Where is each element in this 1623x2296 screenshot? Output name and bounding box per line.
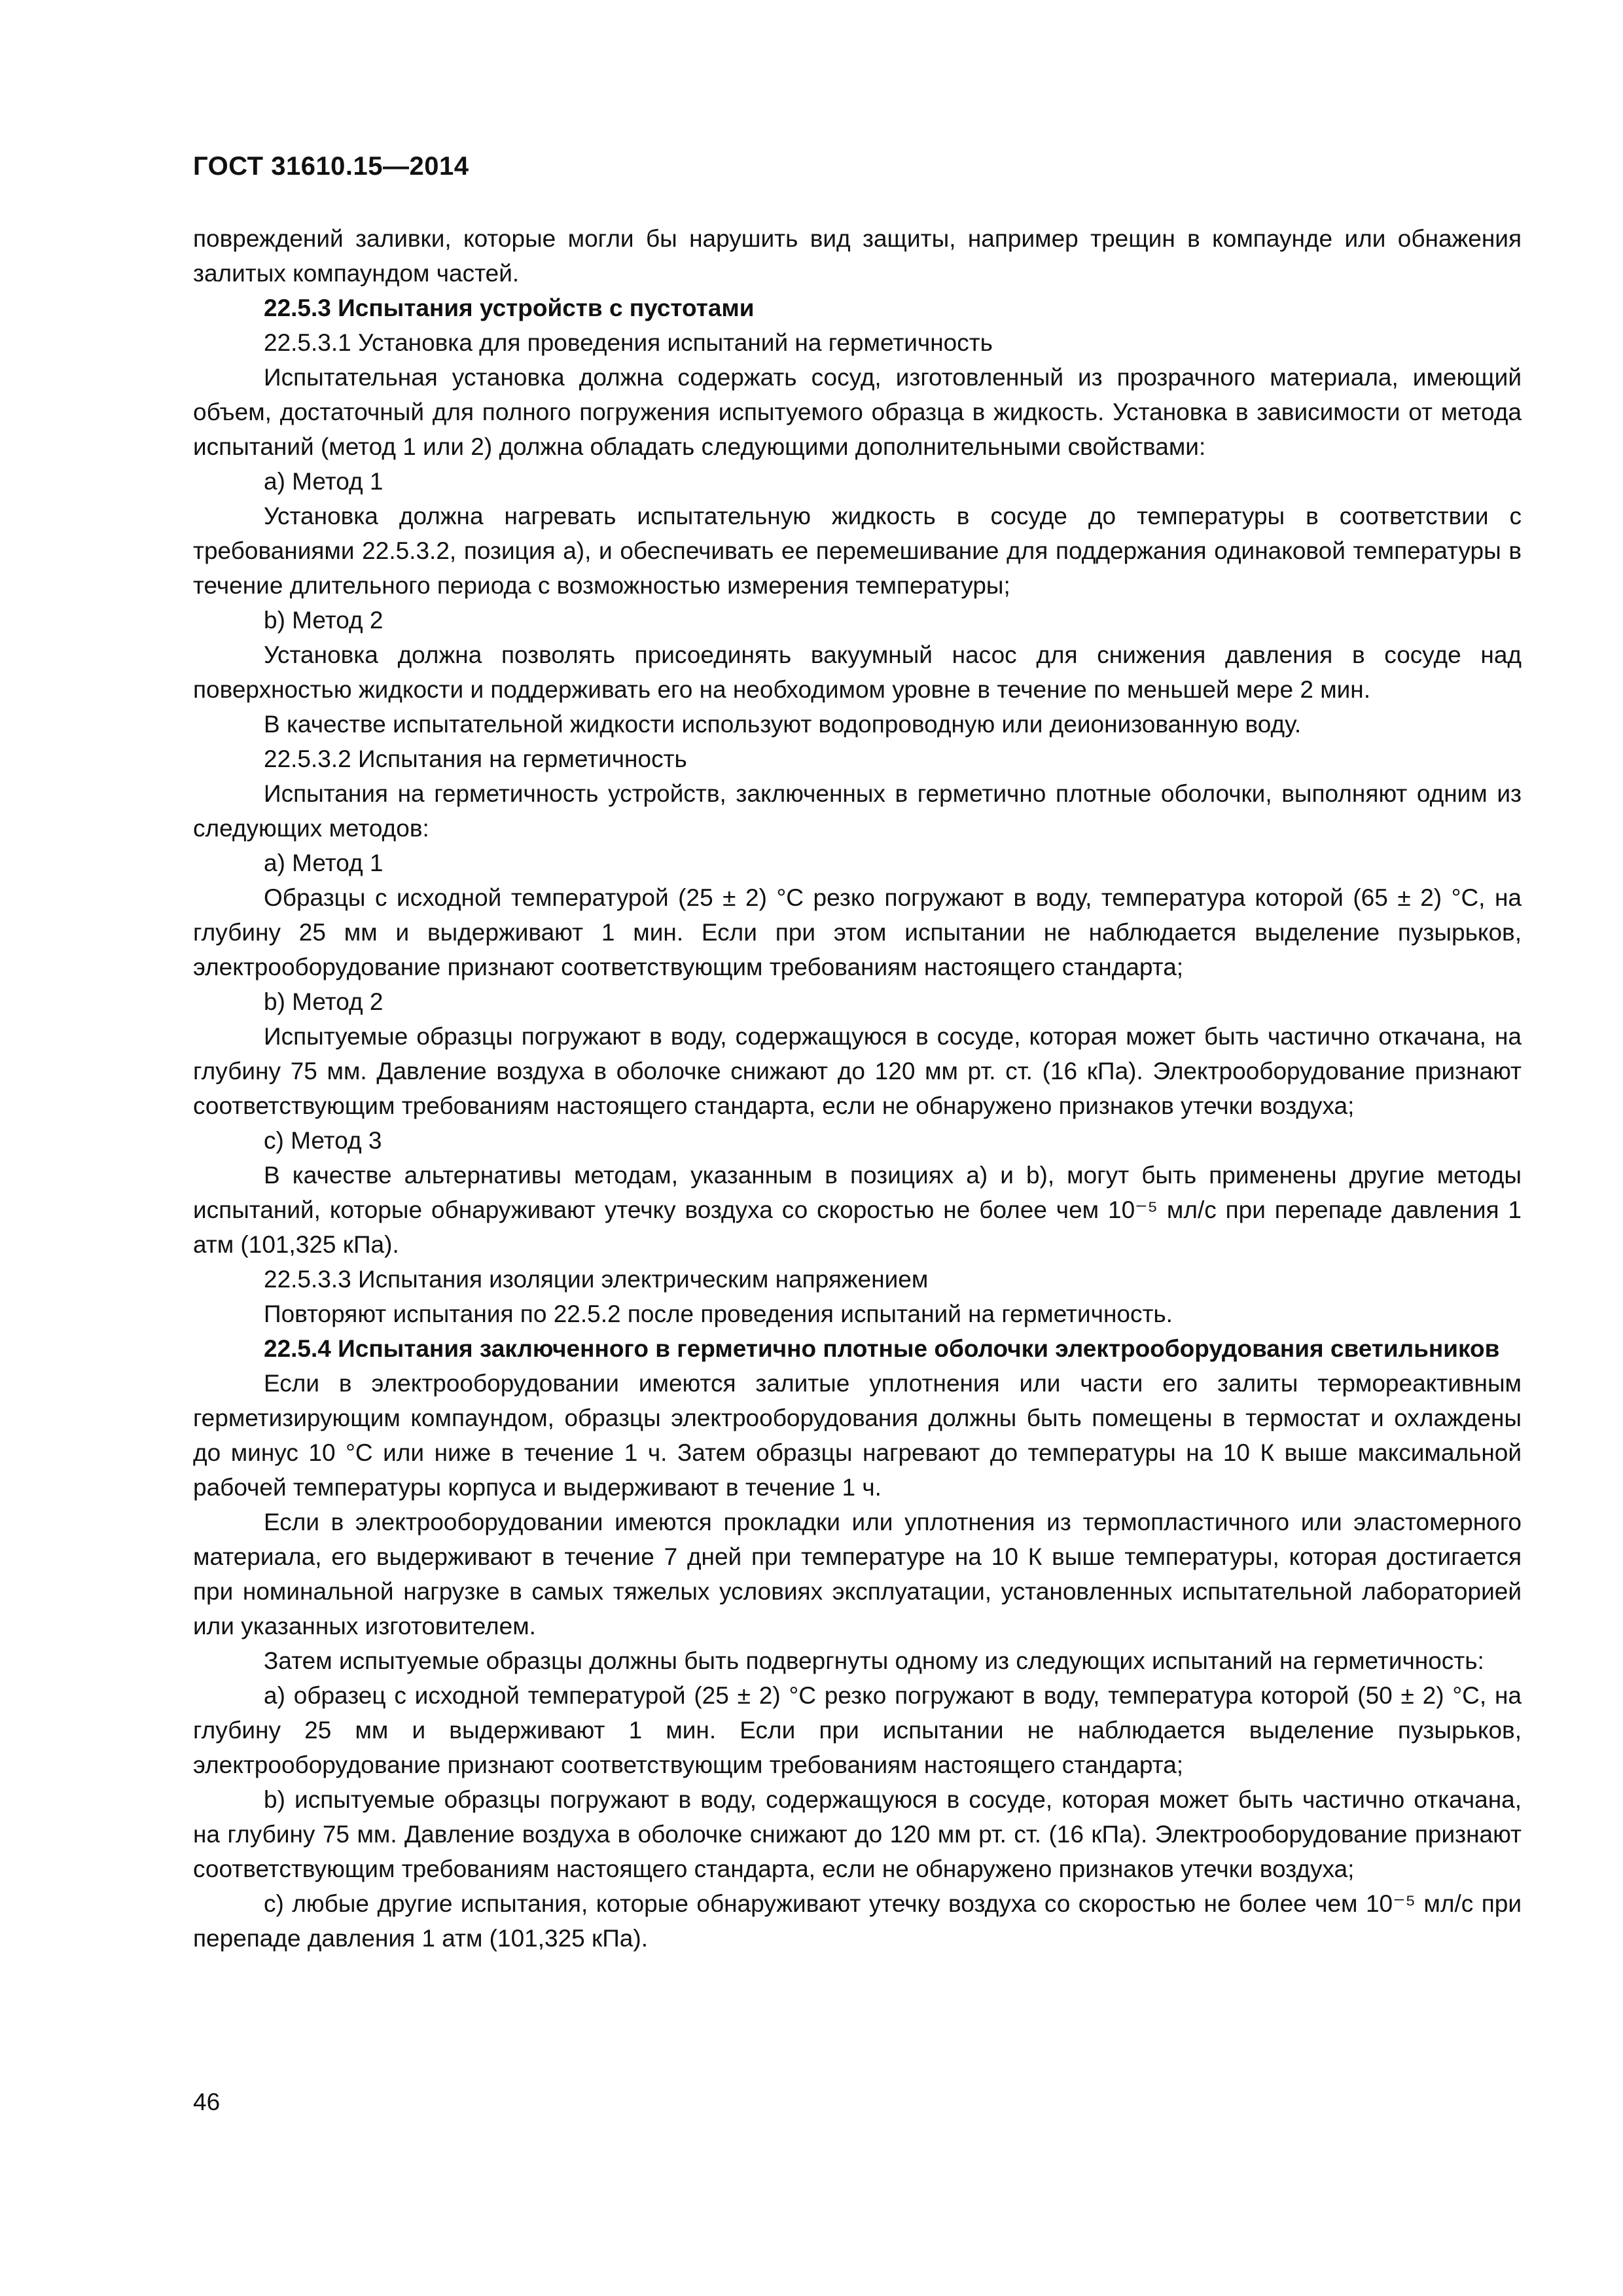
page-number: 46: [193, 2089, 221, 2115]
paragraph: а) образец с исходной температурой (25 ± 2) °С резко погружают в воду, температура которой (50 ± 2) °С, на глубину 25 мм и выдерживают 1 мин. Если при испытании не наблюдается выделение пузырьков, электрооборудование признают соответствующим требованиям настоящего стандарта;: [193, 1682, 1522, 1778]
paragraph: Если в электрооборудовании имеются прокладки или уплотнения из термопластичного или эластомерного материала, его выдерживают в течение 7 дней при температуре на 10 К выше температуры, которая достигается при номинальной нагрузке в самых тяжелых условиях эксплуатации, установленных испытательной лабораторией или указанных изготовителем.: [193, 1509, 1522, 1640]
paragraph: а) Метод 1: [264, 850, 383, 876]
paragraph: Если в электрооборудовании имеются залитые уплотнения или части его залиты термореактивным герметизирующим компаундом, образцы электрооборудования должны быть помещены в термостат и охлаждены до минус 10 °С или ниже в течение 1 ч. Затем образцы нагревают до температуры на 10 К выше максимальной рабочей температуры корпуса и выдерживают в течение 1 ч.: [193, 1370, 1522, 1501]
paragraph: Испытательная установка должна содержать сосуд, изготовленный из прозрачного материала, имеющий объем, достаточный для полного погружения испытуемого образца в жидкость. Установка в зависимости от метода испытаний (метод 1 или 2) должна обладать следующими дополнительными свойствами:: [193, 364, 1522, 460]
paragraph: а) Метод 1: [264, 468, 383, 495]
paragraph: b) испытуемые образцы погружают в воду, содержащуюся в сосуде, которая может быть частично откачана, на глубину 75 мм. Давление воздуха в оболочке снижают до 120 мм рт. ст. (16 кПа). Электрооборудование признают соответствующим требованиям настоящего стандарта, если не обнаружено признаков утечки воздуха;: [193, 1786, 1522, 1882]
page-header-doc-code: ГОСТ 31610.15—2014: [193, 152, 469, 181]
paragraph: Установка должна позволять присоединять вакуумный насос для снижения давления в сосуде над поверхностью жидкости и поддерживать его на необходимом уровне в течение по меньшей мере 2 мин.: [193, 641, 1522, 703]
paragraph: В качестве испытательной жидкости используют водопроводную или деионизованную воду.: [264, 711, 1302, 738]
paragraph: Испытуемые образцы погружают в воду, содержащуюся в сосуде, которая может быть частично откачана, на глубину 75 мм. Давление воздуха в оболочке снижают до 120 мм рт. ст. (16 кПа). Электрооборудование признают соответствующим требованиям настоящего стандарта, если не обнаружено признаков утечки воздуха;: [193, 1023, 1522, 1119]
section-heading: 22.5.3 Испытания устройств с пустотами: [264, 295, 755, 321]
paragraph: b) Метод 2: [264, 988, 383, 1015]
paragraph: 22.5.3.3 Испытания изоляции электрическим напряжением: [264, 1266, 929, 1293]
paragraph: b) Метод 2: [264, 607, 383, 634]
paragraph: В качестве альтернативы методам, указанным в позициях а) и b), могут быть применены другие методы испытаний, которые обнаруживают утечку воздуха со скоростью не более чем 10⁻⁵ мл/с при перепаде давления 1 атм (101,325 кПа).: [193, 1162, 1522, 1258]
paragraph: 22.5.3.2 Испытания на герметичность: [264, 745, 687, 772]
paragraph: Повторяют испытания по 22.5.2 после проведения испытаний на герметичность.: [264, 1300, 1173, 1327]
paragraph: повреждений заливки, которые могли бы нарушить вид защиты, например трещин в компаунде или обнажения залитых компаундом частей.: [193, 225, 1522, 287]
paragraph: Установка должна нагревать испытательную жидкость в сосуде до температуры в соответствии с требованиями 22.5.3.2, позиция а), и обеспечивать ее перемешивание для поддержания одинаковой температуры в течение длительного периода с возможностью измерения температуры;: [193, 503, 1522, 599]
paragraph: Образцы с исходной температурой (25 ± 2) °С резко погружают в воду, температура которой (65 ± 2) °С, на глубину 25 мм и выдерживают 1 мин. Если при этом испытании не наблюдается выделение пузырьков, электрооборудование признают соответствующим требованиям настоящего стандарта;: [193, 884, 1522, 980]
section-heading: 22.5.4 Испытания заключенного в герметично плотные оболочки электрооборудования светильников: [264, 1335, 1500, 1362]
document-body: [193, 221, 1522, 1956]
paragraph: Испытания на герметичность устройств, заключенных в герметично плотные оболочки, выполняют одним из следующих методов:: [193, 780, 1522, 842]
paragraph: Затем испытуемые образцы должны быть подвергнуты одному из следующих испытаний на герметичность:: [264, 1647, 1484, 1674]
paragraph: с) любые другие испытания, которые обнаруживают утечку воздуха со скоростью не более чем 10⁻⁵ мл/с при перепаде давления 1 атм (101,325 кПа).: [193, 1890, 1522, 1952]
paragraph: с) Метод 3: [264, 1127, 382, 1154]
paragraph: 22.5.3.1 Установка для проведения испытаний на герметичность: [264, 329, 993, 356]
